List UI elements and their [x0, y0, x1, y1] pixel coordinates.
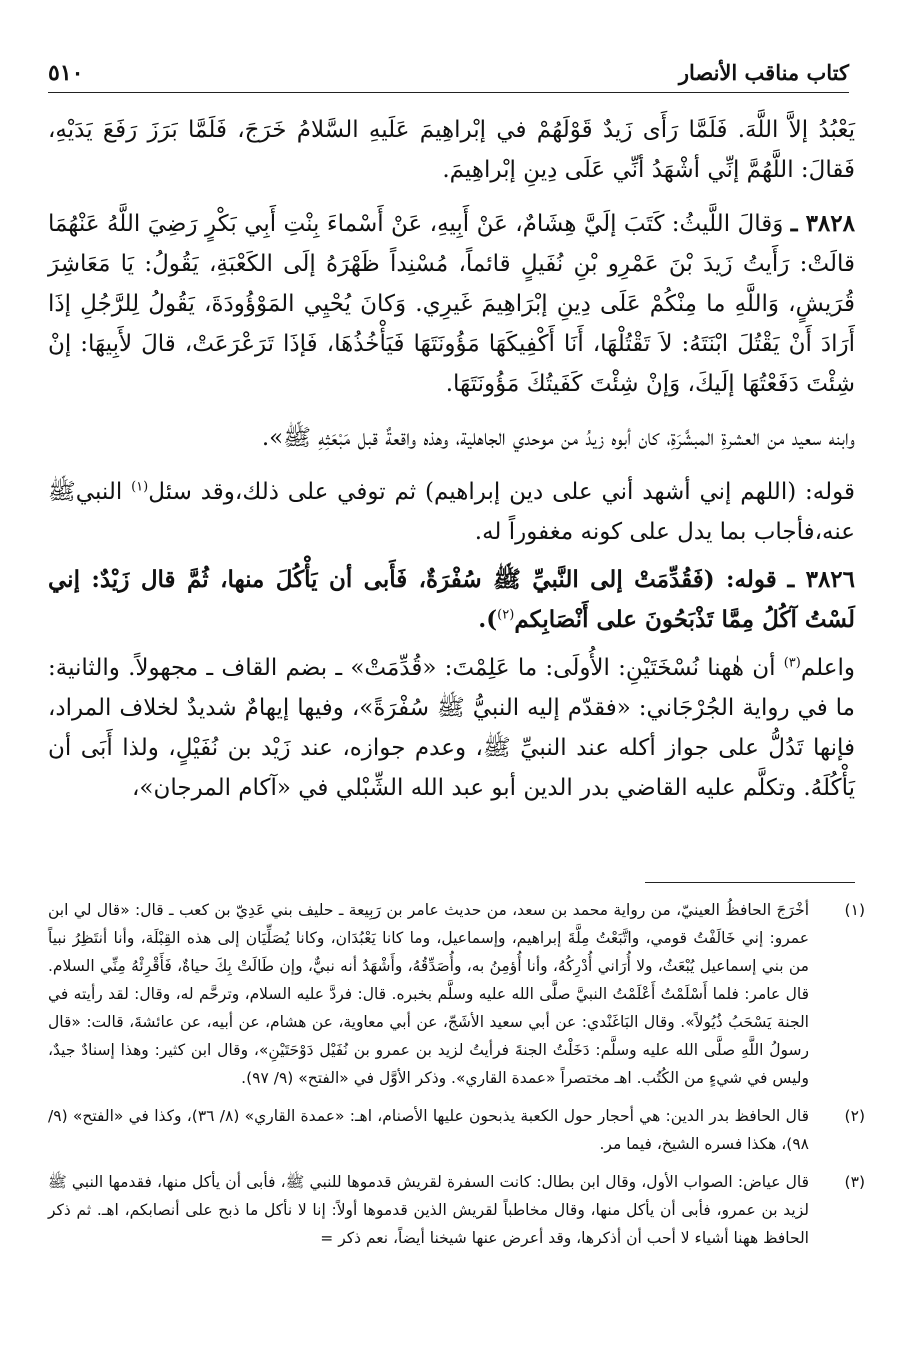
footnotes: [48, 896, 865, 1262]
hadith-number: ٣٨٢٦ ـ: [787, 566, 856, 593]
footnote-2: [48, 1102, 865, 1158]
footnote-text: قال الحافظ بدر الدين: هي أحجار حول الكعبة يذبحون عليها الأصنام، اهـ: «عمدة القاري» (٨/ ٣٦)، وكذا في «الفتح» (٩/ ٩٨)، هكذا فسره الشيخ، فيما مر.: [48, 1107, 810, 1153]
hadith-3828-text: وَقالَ اللَّيثُ: كَتَبَ إلَيَّ هِشَامٌ، عَنْ أَبِيهِ، عَنْ أَسْماءَ بِنْتِ أَبِي بَكْرٍ رَضِيَ اللَّهُ عَنْهُمَا قالَتْ: رَأَيتُ زَيدَ بْنَ عَمْرِو بْنِ نُفَيلٍ قائماً، مُسْنِداً ظَهْرَهُ إلَى الكَعْبَةِ، يَقُولُ: يَا مَعَاشِرَ قُرَيشٍ، وَاللَّهِ ما مِنْكُمْ عَلَى دِينِ إبْرَاهِيمَ غَيرِي. وَكانَ يُحْيِي المَوْؤُودَةَ، يَقُولُ لِلرَّجُلِ إذَا أَرَادَ أَنْ يَقْتُلَ ابْنَتَهُ: لاَ تَقْتُلْهَا، أَنَا أَكْفِيكَهَا مَؤُونَتَهَا فَيَأْخُذُهَا، فَإذَا تَرَعْرَعَتْ، قالَ لأَبِيهَا: إنْ شِئْتَ دَفَعْتُهَا إلَيكَ، وَإنْ شِئْتَ كَفَيتُكَ مَؤُونَتَهَا.: [48, 211, 855, 397]
footnote-ref-1[interactable]: (١): [131, 479, 149, 495]
paragraph-4: [48, 472, 855, 552]
footnote-3: [48, 1168, 865, 1252]
paragraph-4-text-b: النبيﷺ عنه،فأجاب بما يدل على كونه مغفوراً له.: [48, 479, 855, 545]
paragraph-1: [48, 110, 855, 190]
footnote-label: (١): [844, 901, 865, 919]
hadith-3826-text-a: قوله: (فَقُدِّمَتْ إلى النَّبيِّ ﷺ سُفْرَةٌ، فَأَبى أن يَأْكُلَ منها، ثُمَّ قال زَيْدٌ: إني لَسْتُ آكُلُ مِمَّا تَذْبَحُونَ على أَنْصَابِكم: [48, 566, 855, 633]
paragraph-6: [48, 648, 855, 808]
hadith-3826-text-b: ).: [478, 606, 498, 633]
footnote-1: [48, 896, 865, 1092]
footnote-label: (٢): [844, 1107, 865, 1125]
running-header: [48, 60, 849, 93]
footnote-text: قال عياض: الصواب الأول، وقال ابن بطال: كانت السفرة لقريش قدموها للنبي ﷺ، فأبى أن يأكل منها، فقدمها النبي ﷺ لزيد بن عمرو، فأبى أن يأكل منها، وقال مخاطباً لقريش الذين قدموها أولاً: إنا لا نأكل ما ذبح على أنصابكم، اهـ. ثم ذكر الحافظ ههنا أشياء لا أحب أن أذكرها، وقد أعرض عنها شيخنا أيضاً، نعم ذكر =: [48, 1173, 809, 1247]
paragraph-4-text-a: قوله: (اللهم إني أشهد أني على دين إبراهيم) ثم توفي على ذلك،وقد سئل: [148, 479, 855, 505]
footnote-label: (٣): [844, 1173, 865, 1191]
paragraph-3: [48, 418, 855, 458]
book-title: كتاب مناقب الأنصار: [678, 60, 849, 85]
hadith-number: ٣٨٢٨ ـ: [790, 210, 855, 237]
paragraph-hadith-3826: [48, 560, 855, 640]
footnote-ref-2[interactable]: (٢): [497, 607, 515, 623]
main-text: [48, 110, 855, 822]
paragraph-hadith-3828: [48, 204, 855, 404]
paragraph-6-text-b: أن هٰهنا نُسْخَتَيْنِ: الأُولَى: ما عَلِمْتَ: «قُدِّمَتْ» ـ بضم القاف ـ مجهولاً. والثانية: ما في رواية الجُرْجَاني: «فقدّم إليه النبيُّ ﷺ سُفْرَةً»، وفيها إيهامٌ شديدٌ لخلاف المراد، فإنها تَدُلُّ على جواز أكله عند النبيِّ ﷺ، وعدم جوازه، عند زَيْد بن نُفَيْلٍ، ولذا أَبَى أن يَأْكُلَهُ. وتكلَّم عليه القاضي بدر الدين أبو عبد الله الشِّبْلي في «آكام المرجان»،: [48, 655, 855, 801]
page-number: ٥١٠: [48, 60, 84, 86]
footnote-ref-3[interactable]: (٣): [783, 655, 801, 671]
paragraph-1-text: يَعْبُدُ إلاَّ اللَّهَ. فَلَمَّا رَأَى زَيدٌ قَوْلَهُمْ في إبْراهِيمَ عَلَيهِ السَّلامُ خَرَجَ، فَلَمَّا بَرَزَ رَفَعَ يَدَيْهِ، فَقالَ: اللَّهُمَّ إنِّي أشْهَدُ أنِّي عَلَى دِينِ إبْراهِيمَ.: [48, 117, 855, 183]
paragraph-3-text: وابنه سعيد من العشرةِ المبشَّرَةِ، كان أبوه زيدُ من موحدي الجاهلية، وهذه واقعةٌ قبل مَبْعَثِهِ ﷺ».: [261, 425, 855, 451]
paragraph-6-text-a: واعلم: [800, 655, 856, 681]
footnote-divider: [645, 882, 855, 883]
footnote-text: أخْرَجَ الحافظُ العينيّ، من رواية محمد بن سعد، من حديث عامر بن رَبِيعة ـ حليف بني عَدِيّ بن كعب ـ قال: «قال لي ابن عمرو: إني خَالَفْتُ قومي، واتَّبَعْتُ مِلَّةَ إبراهيم، وإسماعيل، وما كانا يَعْبُدَان، وكانا يُصَلِّيَان إلى هذه القِبْلَة، وأنا أنتَظِرُ نبياً من بني إسماعيل يُبْعَثُ، ولا أُرَاني أُدْرِكُهُ، وأنا أُؤمِنُ به، وأُصَدِّقُهُ، وأَشْهَدُ أنه نبيٌّ، وإن طَالَتْ بِكَ حياةٌ، فَأَقْرِئْهُ مِنِّي السلام. قال عامر: فلما أَسْلَمْتُ أَعْلَمْتُ النبيَّ صلَّى الله عليه وسلَّم بخبره. قال: فردَّ عليه السلام، وترحَّم له، وقال: لقد رأيته في الجنة يَسْحَبُ ذُيُولاً». وقال البَاغَنْدي: عن أبي سعيد الأشَجّ، عن أبي معاوية، عن هشام، عن أبيه، عن عائشةَ، قالت: «قال رسولُ اللَّهِ صلَّى الله عليه وسلَّم: دَخَلْتُ الجنةَ فرأيتُ لزيد بن عمرو بن نُفَيْل دَوْحَتَيْنِ»، وقال ابن كثير: وهذا إسنادٌ جيدٌ، وليس في شيءٍ من الكُتُب. اهـ مختصراً «عمدة القاري». وذكر الأوَّل في «الفتح» (٩/ ٩٧).: [48, 901, 809, 1087]
